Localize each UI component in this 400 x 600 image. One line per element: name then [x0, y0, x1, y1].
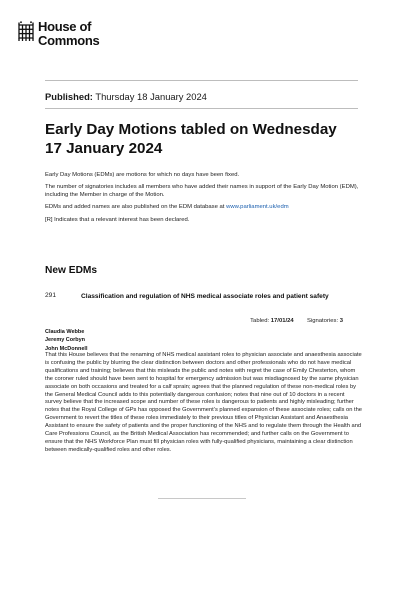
motion-text [45, 352, 363, 455]
end-divider [158, 498, 246, 499]
intro-paragraph-3 [45, 203, 363, 211]
tabled-label: Tabled: [250, 318, 270, 324]
published-label: Published: [45, 91, 93, 102]
house-of-commons-logo [18, 20, 128, 56]
motion-title: Classification and regulation of NHS medical associate roles and patient safety [81, 293, 329, 300]
published-line [45, 91, 207, 102]
intro-notes [45, 171, 363, 228]
motion-sponsors [45, 328, 87, 353]
portcullis-icon [18, 21, 34, 43]
published-date: Thursday 18 January 2024 [95, 91, 207, 102]
motion-body: That this House believes that the renaming of NHS medical assistant roles to physician associate and anaesthesia associate is confusing the public by blurring the clear distinction between doctors and other professionals who do not have medical qualifications and training; believes that this misleads the public and notes with regret the case of Emily Chesterton, whom the coroner ruled should have been sent to hospital for emergency admission but was misdiagnosed by the same physician associate on both occasions and treated for a calf sprain; agrees that the planned regulation of these non-medical roles by the General Medical Council adds to this potentially dangerous confusion; notes that nine out of 10 doctors in a recent survey believe that the increased scope and number of these roles is dangerous to patients and highly misleading; further notes that the Royal College of GPs has opposed the Government’s planned expansion of these associate roles; calls on the Government to revert the titles of these roles immediately to their previous titles of Physician Assistant and Anaesthesia Assistant to ensure the safety of patients and the proper functioning of the NHS and to regulate them through the Health and Care Professions Council, as the British Medical Association has recommended; and further calls on the Government to ensure that the NHS Workforce Plan must fill physician roles with fully-qualified physicians, maintaining a clear distinction between medically-qualified roles and other roles. [45, 352, 362, 453]
signatories-label: Signatories: [306, 318, 339, 324]
intro-paragraph-3-text: EDMs and added names are also published on the EDM database at [45, 204, 227, 211]
logo-line-2: Commons [38, 32, 100, 48]
signatories-count: 3 [339, 318, 343, 324]
section-heading-new-edms: New EDMs [45, 265, 98, 276]
sponsor-name: Claudia Webbe [45, 329, 85, 335]
logo-text [38, 20, 99, 47]
published-divider [45, 108, 358, 109]
tabled-date: 17/01/24 [270, 318, 294, 324]
intro-paragraph-4: [R] Indicates that a relevant interest has been declared. [45, 216, 190, 223]
sponsor-name: John McDonnell [45, 345, 88, 352]
intro-paragraph-2: The number of signatories includes all members who have added their names in support of the Early Day Motion (EDM), including the Member in charge of the Motion. [45, 184, 359, 199]
motion-meta [250, 318, 343, 324]
intro-paragraph-1: Early Day Motions (EDMs) are motions for which no days have been fixed. [45, 172, 240, 178]
logo-line-1: House of [38, 19, 92, 34]
page-title: Early Day Motions tabled on Wednesday 17 January 2024 [45, 121, 337, 157]
motion-number: 291 [45, 292, 57, 299]
sponsor-name: Jeremy Corbyn [45, 337, 86, 344]
edm-database-link[interactable]: www.parliament.uk/edm [226, 204, 289, 211]
top-divider [45, 80, 358, 81]
